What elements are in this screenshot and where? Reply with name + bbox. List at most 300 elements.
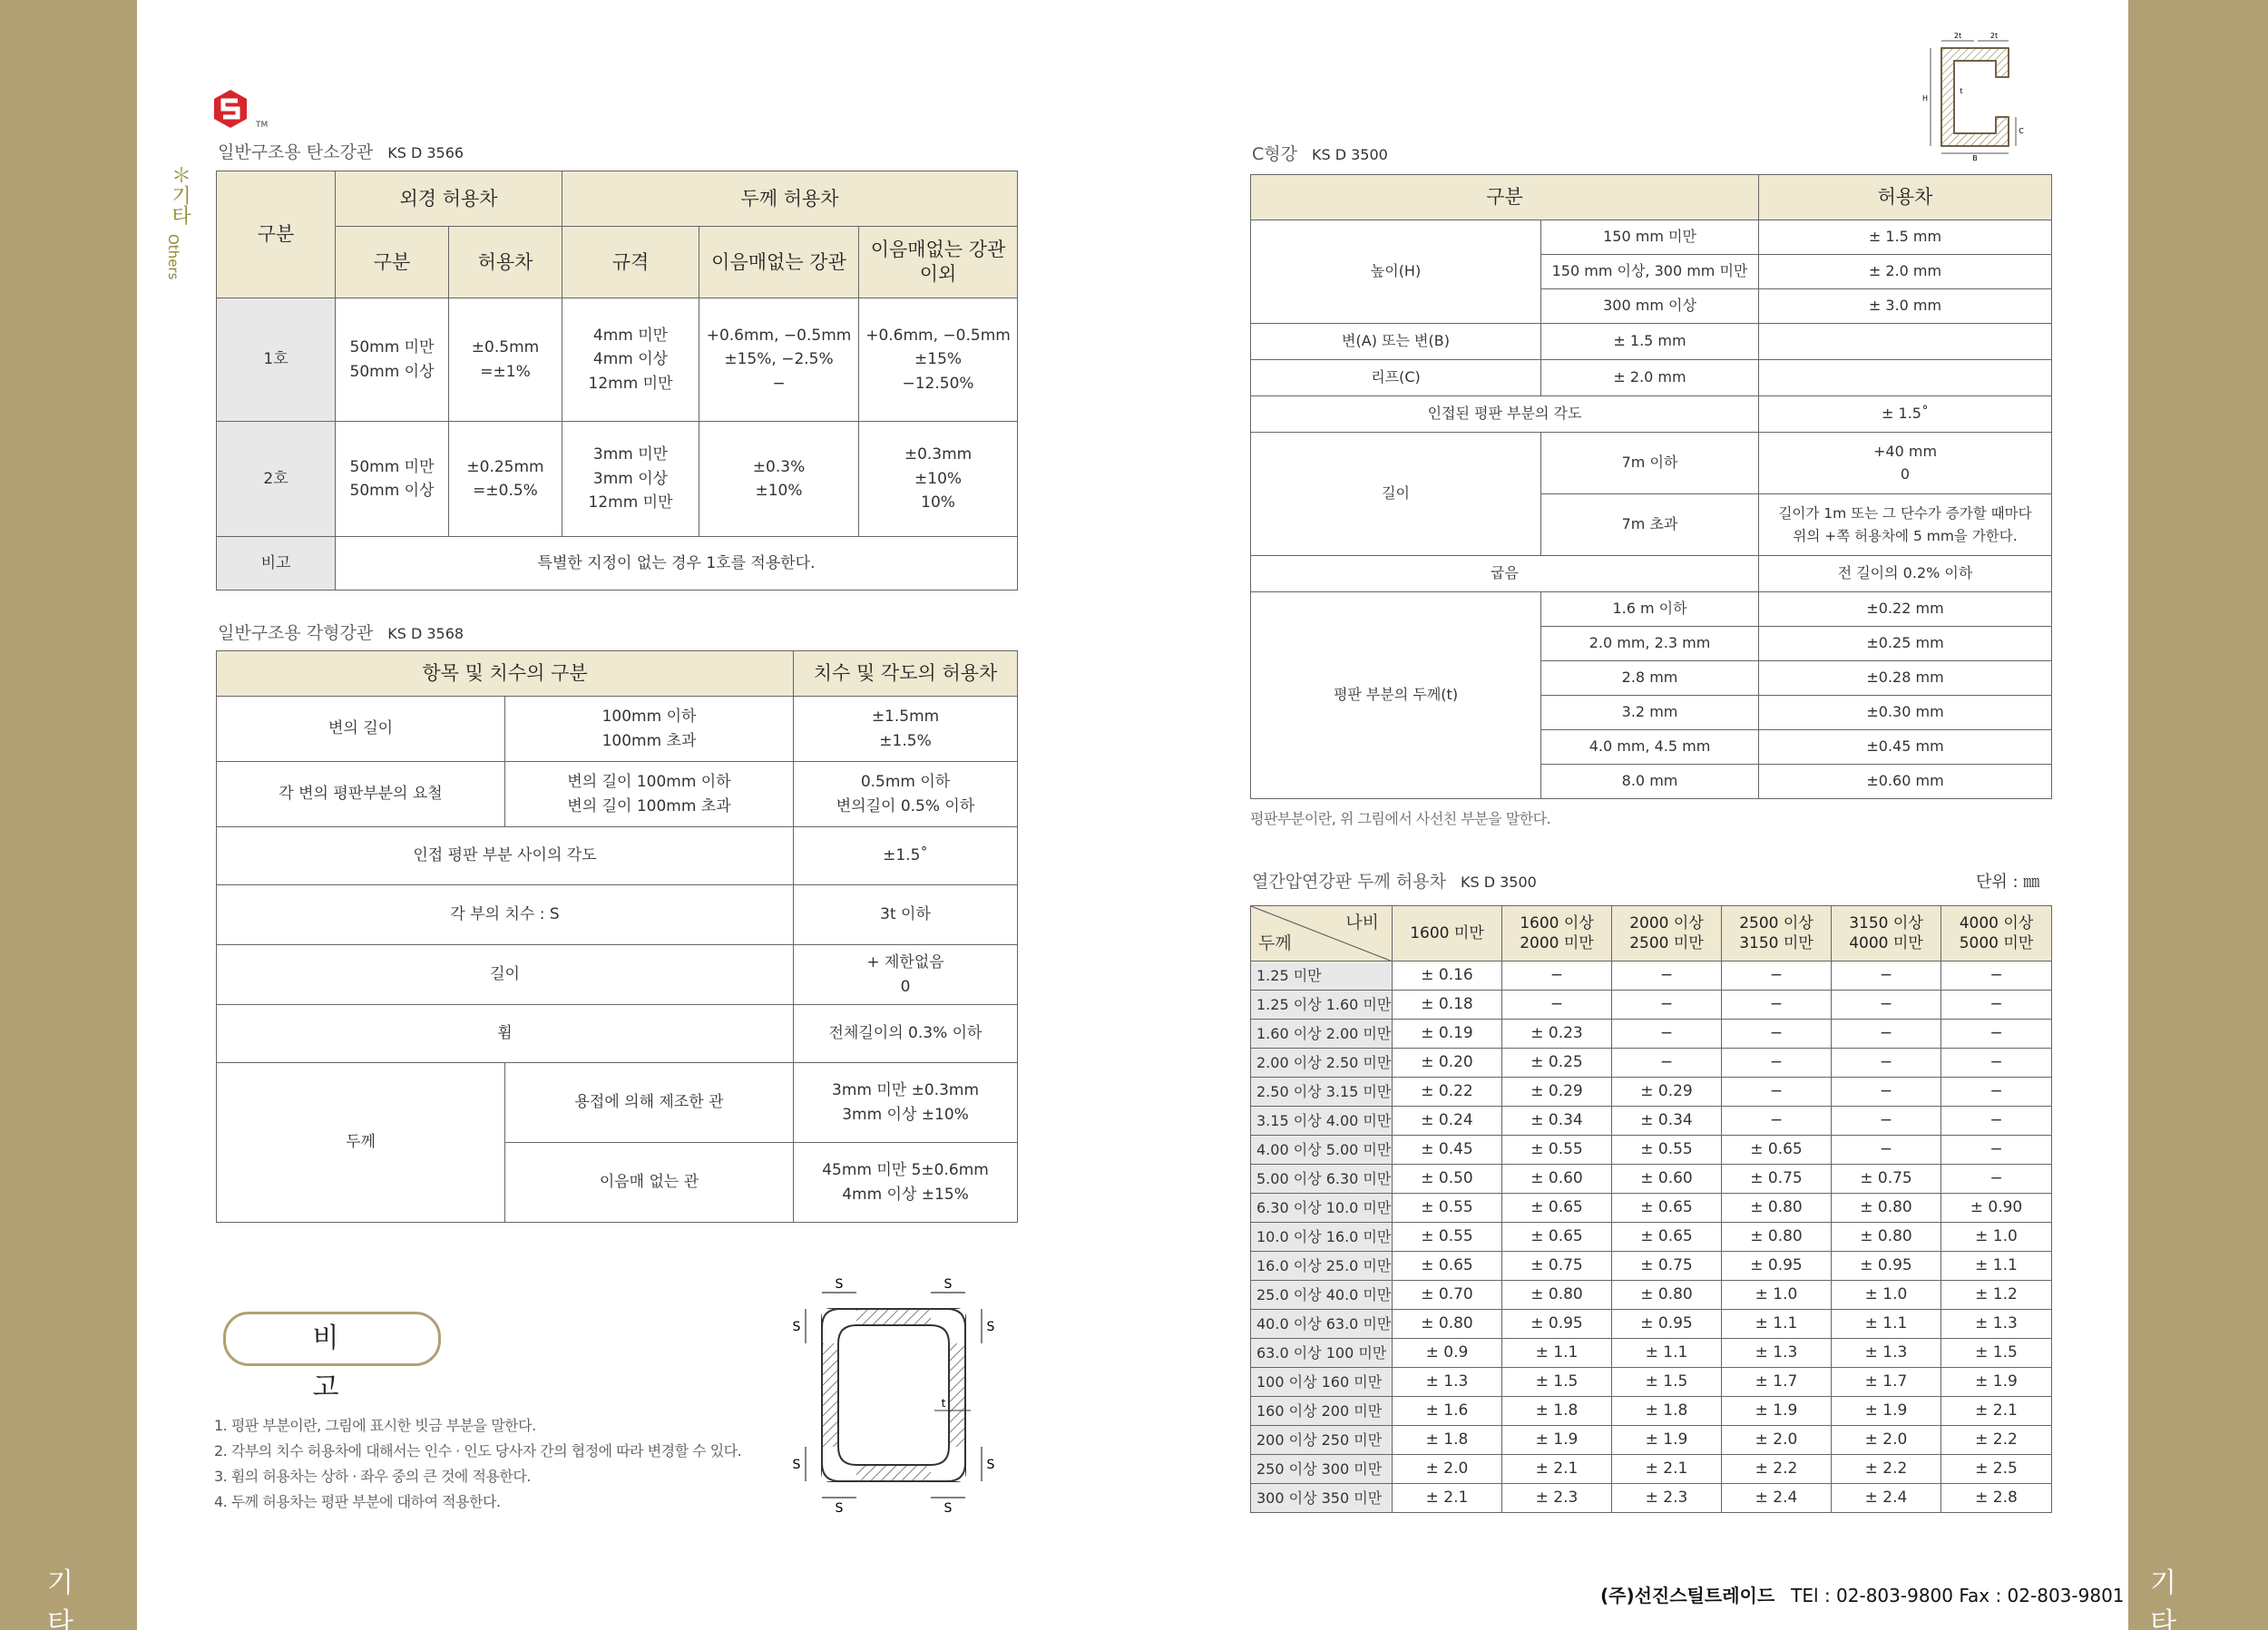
t3-thick-r2: 2.0 mm, 2.3 mm — [1541, 627, 1759, 661]
t3-thick-r3: 2.8 mm — [1541, 661, 1759, 696]
table-row — [1251, 592, 2052, 627]
table-cell: ± 1.9 — [1722, 1397, 1832, 1426]
table-cell: − — [1941, 1107, 2052, 1136]
t3-lip-label: 리프(C) — [1251, 360, 1541, 396]
table-cell: ± 0.65 — [1722, 1136, 1832, 1165]
table-row — [1251, 360, 2052, 396]
table-row — [1251, 1397, 2052, 1426]
t3-title-text: C형강 — [1252, 144, 1297, 164]
table-cell: ± 0.25 — [1502, 1049, 1612, 1078]
table-cell: ± 0.23 — [1502, 1020, 1612, 1049]
table-cell: ± 0.75 — [1502, 1252, 1612, 1281]
table-cell: ± 0.60 — [1502, 1165, 1612, 1194]
table-cell: ± 2.1 — [1502, 1455, 1612, 1484]
table-row — [217, 885, 1018, 945]
table-row — [1251, 433, 2052, 494]
t3-thick-label: 평판 부분의 두께(t) — [1251, 592, 1541, 799]
row-label: 40.0 이상 63.0 미만 — [1251, 1310, 1393, 1339]
t1-row2-od-gubun: 50mm 미만 50mm 이상 — [336, 422, 449, 537]
table-row — [217, 827, 1018, 885]
table-cell: ± 0.24 — [1393, 1107, 1502, 1136]
row-label: 16.0 이상 25.0 미만 — [1251, 1252, 1393, 1281]
table-row — [1251, 991, 2052, 1020]
table-cell: − — [1832, 1078, 1941, 1107]
t3-head-tol: 허용차 — [1759, 175, 2052, 220]
row-label: 200 이상 250 미만 — [1251, 1426, 1393, 1455]
dim-t: t — [941, 1397, 946, 1410]
t2-r5-label: 길이 — [217, 945, 794, 1005]
table-cell: ± 0.80 — [1612, 1281, 1722, 1310]
table-row — [1251, 1078, 2052, 1107]
table-row — [1251, 1020, 2052, 1049]
t1-head-seamless: 이음매없는 강관 — [699, 227, 859, 298]
t3-height-t2: ± 2.0 mm — [1759, 255, 2052, 289]
t4-title — [1252, 868, 1537, 893]
t3-thick-t5: ±0.45 mm — [1759, 730, 2052, 765]
row-label: 1.60 이상 2.00 미만 — [1251, 1020, 1393, 1049]
table-cell: − — [1941, 1049, 2052, 1078]
table-cell: ± 0.18 — [1393, 991, 1502, 1020]
table-cell: − — [1722, 1107, 1832, 1136]
t2-r3-label: 인접 평판 부분 사이의 각도 — [217, 827, 794, 885]
t3-thick-t1: ±0.22 mm — [1759, 592, 2052, 627]
table-cell: ± 0.22 — [1393, 1078, 1502, 1107]
t3-thick-t4: ±0.30 mm — [1759, 696, 2052, 730]
table-cell: ± 1.0 — [1941, 1223, 2052, 1252]
table-cell: ± 1.5 — [1612, 1368, 1722, 1397]
t4-corner — [1251, 906, 1393, 962]
t3-thick-r5: 4.0 mm, 4.5 mm — [1541, 730, 1759, 765]
table-cell: ± 2.4 — [1722, 1484, 1832, 1513]
table-cell: ± 2.2 — [1722, 1455, 1832, 1484]
left-band — [0, 0, 137, 1639]
table-cell: ± 0.75 — [1612, 1252, 1722, 1281]
dim-s-right-bottom: S — [986, 1458, 995, 1472]
table-cell: ± 0.80 — [1502, 1281, 1612, 1310]
company-name: (주)선진스틸트레이드 — [1600, 1585, 1775, 1606]
row-label: 25.0 이상 40.0 미만 — [1251, 1281, 1393, 1310]
t1-row1-other: +0.6mm, −0.5mm ±15% −12.50% — [859, 298, 1018, 422]
t3-bend-label: 굽음 — [1251, 556, 1759, 592]
table-row — [1251, 1455, 2052, 1484]
table-row — [1251, 1194, 2052, 1223]
table-cell: − — [1832, 1049, 1941, 1078]
t2-r5-tol: + 제한없음 0 — [794, 945, 1018, 1005]
table-cell: ± 1.9 — [1832, 1397, 1941, 1426]
vertical-en: Others — [165, 234, 181, 280]
t3-side-label: 변(A) 또는 변(B) — [1251, 324, 1541, 360]
table-cell: ± 2.2 — [1941, 1426, 2052, 1455]
row-label: 1.25 이상 1.60 미만 — [1251, 991, 1393, 1020]
t3-bend-tol: 전 길이의 0.2% 이하 — [1759, 556, 2052, 592]
table-cell: ± 2.1 — [1612, 1455, 1722, 1484]
table-row — [217, 762, 1018, 827]
dim-s-top-right: S — [943, 1277, 953, 1292]
vertical-ko: ＊기타 — [168, 165, 191, 225]
table-row — [217, 697, 1018, 762]
table-cell: ± 0.65 — [1502, 1223, 1612, 1252]
t1-head-spec: 규격 — [562, 227, 699, 298]
dim-s-bottom-left: S — [835, 1501, 844, 1516]
t3-thick-r4: 3.2 mm — [1541, 696, 1759, 730]
t2-std: KS D 3568 — [387, 625, 464, 642]
t1-head-other: 이음매없는 강관 이외 — [859, 227, 1018, 298]
row-label: 250 이상 300 미만 — [1251, 1455, 1393, 1484]
table-cell: ± 2.1 — [1393, 1484, 1502, 1513]
table-cell: ± 0.65 — [1502, 1194, 1612, 1223]
table-cell: ± 0.19 — [1393, 1020, 1502, 1049]
table-cell: ± 1.5 — [1941, 1339, 2052, 1368]
table-cell: − — [1722, 1078, 1832, 1107]
table-cell: ± 0.29 — [1502, 1078, 1612, 1107]
table-row — [1251, 396, 2052, 433]
t3-length-r2: 7m 초과 — [1541, 494, 1759, 556]
table-cell: ± 1.1 — [1722, 1310, 1832, 1339]
row-label: 10.0 이상 16.0 미만 — [1251, 1223, 1393, 1252]
table-cell: − — [1502, 991, 1612, 1020]
row-label: 160 이상 200 미만 — [1251, 1397, 1393, 1426]
t1-row1-od-tol: ±0.5mm =±1% — [449, 298, 562, 422]
t3-length-r1: 7m 이하 — [1541, 433, 1759, 494]
t3-height-r3: 300 mm 이상 — [1541, 289, 1759, 324]
table-row — [1251, 1223, 2052, 1252]
row-label: 1.25 미만 — [1251, 962, 1393, 991]
table-cell: ± 1.1 — [1941, 1252, 2052, 1281]
dim-s-left-top: S — [792, 1320, 801, 1334]
table-cell: ± 0.80 — [1393, 1310, 1502, 1339]
t3-length-label: 길이 — [1251, 433, 1541, 556]
t1-row2-other: ±0.3mm ±10% 10% — [859, 422, 1018, 537]
t3-side-val: ± 1.5 mm — [1541, 324, 1759, 360]
table-cell: ± 2.3 — [1502, 1484, 1612, 1513]
t1-head-od-tol: 허용차 — [449, 227, 562, 298]
t4-col-3: 2000 이상 2500 미만 — [1612, 906, 1722, 962]
c-dim-t: t — [1960, 87, 1963, 95]
table-cell: ± 0.80 — [1722, 1194, 1832, 1223]
table-cell: ± 1.3 — [1941, 1310, 2052, 1339]
t3-thick-t6: ±0.60 mm — [1759, 765, 2052, 799]
dim-s-bottom-right: S — [943, 1501, 953, 1516]
row-label: 300 이상 350 미만 — [1251, 1484, 1393, 1513]
table-cell: ± 1.2 — [1941, 1281, 2052, 1310]
table-cell: ± 1.1 — [1832, 1310, 1941, 1339]
table-cell: ± 0.34 — [1612, 1107, 1722, 1136]
table-cell: ± 2.8 — [1941, 1484, 2052, 1513]
t1-title — [218, 139, 464, 163]
t3-head-gubun: 구분 — [1251, 175, 1759, 220]
table-cell: ± 2.0 — [1393, 1455, 1502, 1484]
table-cell: ± 0.34 — [1502, 1107, 1612, 1136]
note-3: 3. 휨의 허용차는 상하 · 좌우 중의 큰 것에 적용한다. — [214, 1468, 531, 1485]
t1-title-text: 일반구조용 탄소강관 — [218, 142, 374, 162]
table-cell: ± 1.6 — [1393, 1397, 1502, 1426]
t2-r4-tol: 3t 이하 — [794, 885, 1018, 945]
table-cell: − — [1722, 962, 1832, 991]
c-dim-h: H — [1921, 94, 1929, 102]
t2-r2-tol: 0.5mm 이하 변의길이 0.5% 이하 — [794, 762, 1018, 827]
table-cell: ± 2.5 — [1941, 1455, 2052, 1484]
table-cell: ± 0.80 — [1832, 1194, 1941, 1223]
t1-row1-od-gubun: 50mm 미만 50mm 이상 — [336, 298, 449, 422]
table-cell: − — [1612, 991, 1722, 1020]
logo-tm: TM — [256, 121, 269, 130]
table-cell: ± 2.0 — [1832, 1426, 1941, 1455]
t3-lip-tol — [1759, 360, 2052, 396]
square-pipe-diagram — [789, 1274, 998, 1515]
table-cell: ± 2.0 — [1722, 1426, 1832, 1455]
table-row — [217, 1063, 1018, 1143]
table-cell: ± 1.3 — [1832, 1339, 1941, 1368]
table-cell: ± 1.1 — [1612, 1339, 1722, 1368]
t3-thick-r1: 1.6 m 이하 — [1541, 592, 1759, 627]
table-cell: − — [1612, 962, 1722, 991]
table-cell: ± 0.50 — [1393, 1165, 1502, 1194]
t2-r4-label: 각 부의 치수 : S — [217, 885, 794, 945]
table-cell: ± 2.4 — [1832, 1484, 1941, 1513]
dim-s-left-bottom: S — [792, 1458, 801, 1472]
row-label: 4.00 이상 5.00 미만 — [1251, 1136, 1393, 1165]
t3-std: KS D 3500 — [1311, 146, 1388, 163]
t1-std: KS D 3566 — [387, 144, 464, 161]
table-cell: − — [1941, 962, 2052, 991]
table-row — [1251, 1426, 2052, 1455]
row-label: 6.30 이상 10.0 미만 — [1251, 1194, 1393, 1223]
table-cell: ± 1.8 — [1612, 1397, 1722, 1426]
t4-col-2: 1600 이상 2000 미만 — [1502, 906, 1612, 962]
table-cell: ± 0.55 — [1393, 1223, 1502, 1252]
t2-r6-tol: 전체길이의 0.3% 이하 — [794, 1005, 1018, 1063]
t2-r1-tol: ±1.5mm ±1.5% — [794, 697, 1018, 762]
table-row — [1251, 1339, 2052, 1368]
table-row — [1251, 220, 2052, 255]
table-cell: − — [1612, 1049, 1722, 1078]
t3-thick-t2: ±0.25 mm — [1759, 627, 2052, 661]
t3-note: 평판부분이란, 위 그림에서 사선친 부분을 말한다. — [1250, 810, 1551, 827]
right-band — [2128, 0, 2268, 1639]
table-cell: ± 0.70 — [1393, 1281, 1502, 1310]
table-row — [1251, 1136, 2052, 1165]
t4-col-1: 1600 미만 — [1393, 906, 1502, 962]
table-cell: ± 1.3 — [1722, 1339, 1832, 1368]
table-cell: ± 2.3 — [1612, 1484, 1722, 1513]
t4-col-5: 3150 이상 4000 미만 — [1832, 906, 1941, 962]
t2-title-text: 일반구조용 각형강관 — [218, 623, 374, 643]
table-row — [1251, 1165, 2052, 1194]
t1-head-gubun: 구분 — [217, 171, 336, 298]
table-cell: ± 0.9 — [1393, 1339, 1502, 1368]
t1-head-od: 외경 허용차 — [336, 171, 562, 227]
table-cell: ± 2.1 — [1941, 1397, 2052, 1426]
table-cell: − — [1941, 991, 2052, 1020]
t1-row2-spec: 3mm 미만 3mm 이상 12mm 미만 — [562, 422, 699, 537]
table-cell: ± 0.20 — [1393, 1049, 1502, 1078]
company-logo — [212, 88, 269, 133]
t1-row2-label: 2호 — [217, 422, 336, 537]
t3-angle-tol: ± 1.5˚ — [1759, 396, 2052, 433]
t2-head-tol: 치수 및 각도의 허용차 — [794, 651, 1018, 697]
t1-row2-od-tol: ±0.25mm =±0.5% — [449, 422, 562, 537]
table-cell: ± 1.5 — [1502, 1368, 1612, 1397]
table-cell: ± 0.95 — [1832, 1252, 1941, 1281]
table-cell: − — [1832, 962, 1941, 991]
t3-height-t3: ± 3.0 mm — [1759, 289, 2052, 324]
row-label: 63.0 이상 100 미만 — [1251, 1339, 1393, 1368]
table-cell: ± 1.7 — [1722, 1368, 1832, 1397]
t3-thick-t3: ±0.28 mm — [1759, 661, 2052, 696]
table-row — [217, 298, 1018, 422]
dim-s-right-top: S — [986, 1320, 995, 1334]
table-cell: − — [1722, 1020, 1832, 1049]
company-logo-icon — [212, 88, 254, 133]
table-cell: − — [1941, 1165, 2052, 1194]
table-row — [1251, 1107, 2052, 1136]
table-cell: ± 1.9 — [1502, 1426, 1612, 1455]
t2-r7-tol2: 45mm 미만 5±0.6mm 4mm 이상 ±15% — [794, 1143, 1018, 1223]
footer — [1600, 1581, 2125, 1607]
t4-corner-bottom: 두께 — [1258, 933, 1292, 954]
table-cell: − — [1722, 991, 1832, 1020]
table-cell: ± 1.1 — [1502, 1339, 1612, 1368]
table-cell: − — [1612, 1020, 1722, 1049]
table-cell: ± 1.0 — [1722, 1281, 1832, 1310]
company-contact: TEl : 02-803-9800 Fax : 02-803-9801 — [1791, 1585, 2125, 1606]
t2-head-item: 항목 및 치수의 구분 — [217, 651, 794, 697]
table-cell: ± 0.29 — [1612, 1078, 1722, 1107]
t1-row1-spec: 4mm 미만 4mm 이상 12mm 미만 — [562, 298, 699, 422]
t4-unit: 단위 : ㎜ — [1976, 873, 2040, 892]
t3-angle-label: 인접된 평판 부분의 각도 — [1251, 396, 1759, 433]
table-row — [217, 422, 1018, 537]
t3-side-tol — [1759, 324, 2052, 360]
table-cell: ± 1.7 — [1832, 1368, 1941, 1397]
t2-title — [218, 620, 464, 644]
table-cell: ± 0.80 — [1722, 1223, 1832, 1252]
c-dim-2t-right: 2t — [1989, 32, 1999, 40]
table-cell: ± 1.0 — [1832, 1281, 1941, 1310]
table-row — [1251, 324, 2052, 360]
table-cell: ± 0.75 — [1832, 1165, 1941, 1194]
t2-r2-label: 각 변의 평판부분의 요철 — [217, 762, 505, 827]
t1-head-od-gubun: 구분 — [336, 227, 449, 298]
right-band-label: 기 타 — [2150, 1567, 2200, 1639]
table-row — [1251, 556, 2052, 592]
table-cell: ± 0.75 — [1722, 1165, 1832, 1194]
t2-r6-label: 휨 — [217, 1005, 794, 1063]
table-cell: ± 1.3 — [1393, 1368, 1502, 1397]
t2-r7-sub2: 이음매 없는 관 — [505, 1143, 794, 1223]
table-row — [1251, 1484, 2052, 1513]
t2-r7-tol1: 3mm 미만 ±0.3mm 3mm 이상 ±10% — [794, 1063, 1018, 1143]
t4-corner-top: 나비 — [1345, 913, 1379, 932]
table-cell: − — [1832, 1020, 1941, 1049]
t3-thick-r6: 8.0 mm — [1541, 765, 1759, 799]
remarks-label: 비 고 — [223, 1312, 441, 1366]
table-cell: ± 0.60 — [1612, 1165, 1722, 1194]
t1-row1-label: 1호 — [217, 298, 336, 422]
table-cell: ± 0.55 — [1502, 1136, 1612, 1165]
t3-length-t1: +40 mm 0 — [1759, 433, 2052, 494]
hot-rolled-plate-table — [1250, 905, 2052, 1513]
t2-r3-tol: ±1.5˚ — [794, 827, 1018, 885]
t3-height-label: 높이(H) — [1251, 220, 1541, 324]
c-channel-diagram — [1901, 30, 2038, 162]
note-4: 4. 두께 허용차는 평판 부분에 대하여 적용한다. — [214, 1493, 501, 1510]
table-cell: ± 1.9 — [1941, 1368, 2052, 1397]
t1-row1-seamless: +0.6mm, −0.5mm ±15%, −2.5% − — [699, 298, 859, 422]
table-cell: ± 1.8 — [1393, 1426, 1502, 1455]
t2-r7-sub1: 용접에 의해 제조한 관 — [505, 1063, 794, 1143]
table-cell: − — [1832, 1107, 1941, 1136]
table-cell: ± 0.16 — [1393, 962, 1502, 991]
dim-s-top-left: S — [835, 1277, 844, 1292]
table-cell: ± 0.65 — [1393, 1252, 1502, 1281]
row-label: 3.15 이상 4.00 미만 — [1251, 1107, 1393, 1136]
table-row — [1251, 1310, 2052, 1339]
table-cell: − — [1832, 991, 1941, 1020]
table-cell: ± 0.45 — [1393, 1136, 1502, 1165]
note-1: 1. 평판 부분이란, 그림에 표시한 빗금 부분을 말한다. — [214, 1417, 536, 1434]
row-label: 2.00 이상 2.50 미만 — [1251, 1049, 1393, 1078]
c-dim-2t-left: 2t — [1953, 32, 1962, 40]
row-label: 5.00 이상 6.30 미만 — [1251, 1165, 1393, 1194]
left-band-label: 기 타 — [47, 1567, 97, 1639]
t3-height-t1: ± 1.5 mm — [1759, 220, 2052, 255]
table-row — [1251, 1252, 2052, 1281]
t4-title-text: 열간압연강판 두께 허용차 — [1252, 872, 1446, 892]
table-cell: ± 0.90 — [1941, 1194, 2052, 1223]
t1-remark: 특별한 지정이 없는 경우 1호를 적용한다. — [336, 537, 1018, 591]
table-row — [217, 945, 1018, 1005]
square-pipe-table — [216, 650, 1018, 1223]
t1-remark-label: 비고 — [217, 537, 336, 591]
table-row — [1251, 1049, 2052, 1078]
table-cell: ± 0.80 — [1832, 1223, 1941, 1252]
t2-r2-sub: 변의 길이 100mm 이하 변의 길이 100mm 초과 — [505, 762, 794, 827]
t3-title — [1252, 141, 1388, 165]
row-label: 100 이상 160 미만 — [1251, 1368, 1393, 1397]
table-row — [1251, 962, 2052, 991]
table-cell: − — [1941, 1020, 2052, 1049]
table-cell: − — [1941, 1078, 2052, 1107]
t4-col-6: 4000 이상 5000 미만 — [1941, 906, 2052, 962]
table-row — [1251, 1281, 2052, 1310]
table-cell: ± 2.2 — [1832, 1455, 1941, 1484]
table-cell: − — [1832, 1136, 1941, 1165]
table-cell: ± 0.65 — [1612, 1223, 1722, 1252]
t1-head-thk: 두께 허용차 — [562, 171, 1018, 227]
t3-lip-val: ± 2.0 mm — [1541, 360, 1759, 396]
table-cell: ± 0.95 — [1722, 1252, 1832, 1281]
table-cell: ± 0.65 — [1612, 1194, 1722, 1223]
c-channel-table — [1250, 174, 2052, 799]
row-label: 2.50 이상 3.15 미만 — [1251, 1078, 1393, 1107]
table-cell: ± 0.55 — [1393, 1194, 1502, 1223]
t3-height-r1: 150 mm 미만 — [1541, 220, 1759, 255]
t4-std: KS D 3500 — [1460, 874, 1537, 891]
c-dim-b: B — [1972, 154, 1978, 162]
t4-col-4: 2500 이상 3150 미만 — [1722, 906, 1832, 962]
t2-r7-label: 두께 — [217, 1063, 505, 1223]
remarks-notes — [214, 1413, 741, 1515]
table-row — [1251, 1368, 2052, 1397]
t2-r1-label: 변의 길이 — [217, 697, 505, 762]
c-dim-c: C — [2019, 127, 2024, 135]
table-cell: − — [1941, 1136, 2052, 1165]
table-row — [217, 1005, 1018, 1063]
t3-length-t2: 길이가 1m 또는 그 단수가 증가할 때마다 위의 +쪽 허용차에 5 mm을 가한다. — [1759, 494, 2052, 556]
t3-height-r2: 150 mm 이상, 300 mm 미만 — [1541, 255, 1759, 289]
table-cell: ± 0.95 — [1612, 1310, 1722, 1339]
